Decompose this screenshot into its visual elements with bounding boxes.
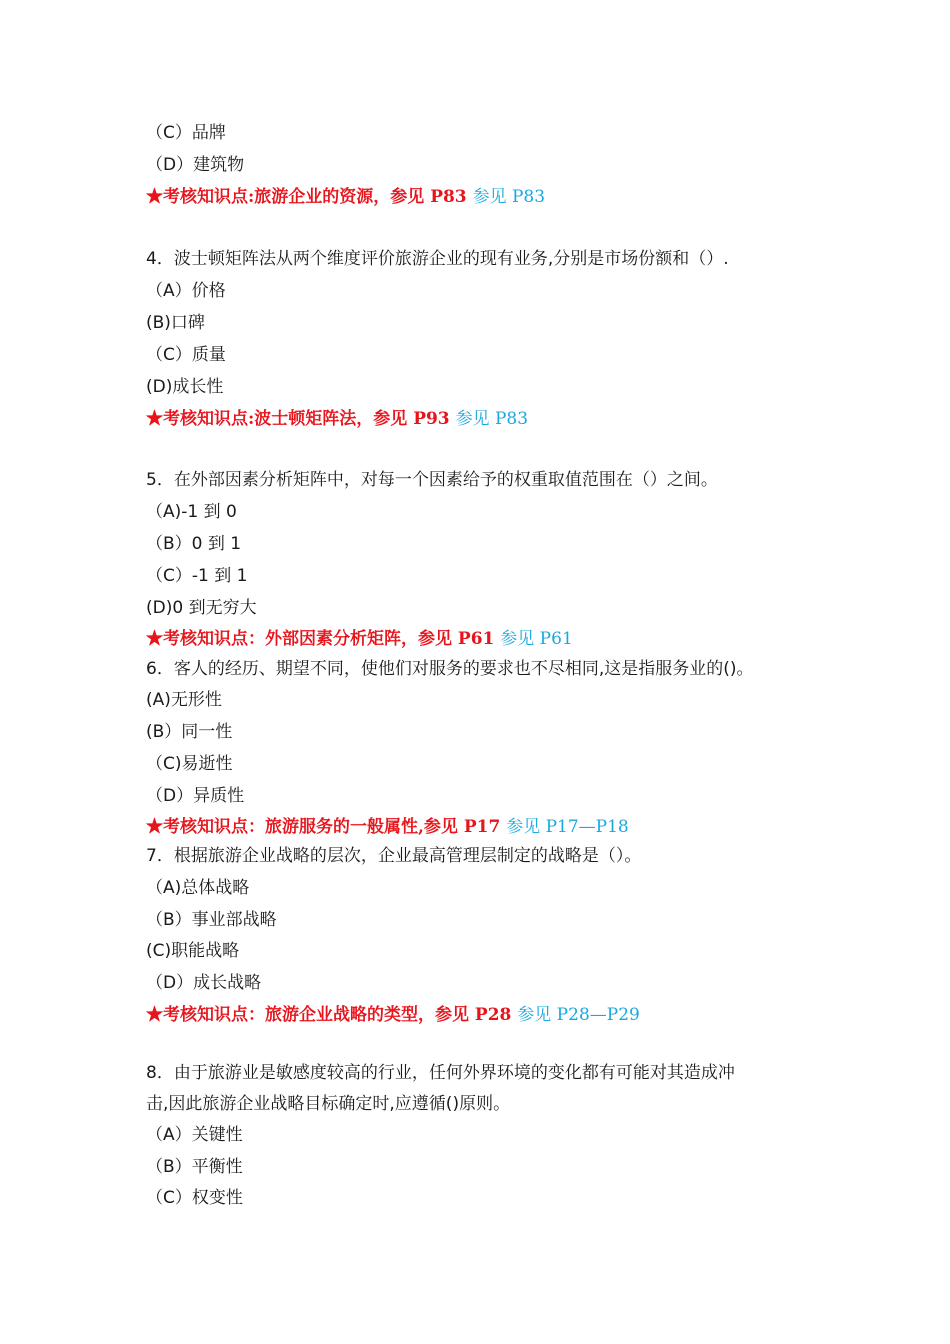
knowledge-point-text: ★考核知识点：旅游企业战略的类型，参见 P28 [146,1005,512,1025]
option-d: （D）成长战略 [146,973,262,993]
reference-page: 参见 P61 [500,629,573,649]
knowledge-point-text: ★考核知识点：旅游服务的一般属性,参见 P17 [146,817,501,837]
option-a: (A)无形性 [146,690,222,710]
option-b: (B）同一性 [146,722,233,742]
option-a: （A)-1 到 0 [146,502,237,522]
reference-page: 参见 P28—P29 [517,1005,640,1025]
question-8-line-2: 击,因此旅游企业战略目标确定时,应遵循()原则。 [146,1094,511,1114]
option-b: （B）平衡性 [146,1157,243,1177]
option-a: （A）价格 [146,281,226,301]
option-c: （C)易逝性 [146,754,233,774]
option-c: （C）质量 [146,345,226,365]
option-d-building: （D）建筑物 [146,155,245,175]
option-b: （B）事业部战略 [146,910,277,930]
reference-page: 参见 P83 [455,409,529,429]
option-c: (C)职能战略 [146,941,240,961]
question-7: 7．根据旅游企业战略的层次，企业最高管理层制定的战略是（）。 [146,846,642,866]
option-d: (D)成长性 [146,377,224,397]
question-5: 5．在外部因素分析矩阵中，对每一个因素给予的权重取值范围在（）之间。 [146,470,718,490]
option-d: (D)0 到无穷大 [146,598,257,618]
reference-page: 参见 P83 [472,187,546,207]
option-a: （A）关键性 [146,1125,243,1145]
option-c: （C）-1 到 1 [146,566,248,586]
knowledge-point [146,408,528,430]
question-8-line-1: 8．由于旅游业是敏感度较高的行业，任何外界环境的变化都有可能对其造成冲 [146,1063,735,1083]
knowledge-point [146,1004,640,1026]
reference-page: 参见 P17—P18 [506,817,629,837]
knowledge-point [146,186,545,208]
question-6: 6．客人的经历、期望不同，使他们对服务的要求也不尽相同,这是指服务业的()。 [146,659,754,679]
knowledge-point [146,816,629,838]
option-b: (B)口碑 [146,313,205,333]
knowledge-point-text: ★考核知识点:旅游企业的资源，参见 P83 [146,187,467,207]
option-b: （B）0 到 1 [146,534,242,554]
option-d: （D）异质性 [146,786,245,806]
option-c-brand: （C）品牌 [146,123,226,143]
option-a: （A)总体战略 [146,878,250,898]
knowledge-point-text: ★考核知识点：外部因素分析矩阵，参见 P61 [146,629,495,649]
knowledge-point [146,628,573,650]
option-c: （C）权变性 [146,1188,243,1208]
question-4: 4．波士顿矩阵法从两个维度评价旅游企业的现有业务,分别是市场份额和（）. [146,249,729,269]
knowledge-point-text: ★考核知识点:波士顿矩阵法，参见 P93 [146,409,450,429]
